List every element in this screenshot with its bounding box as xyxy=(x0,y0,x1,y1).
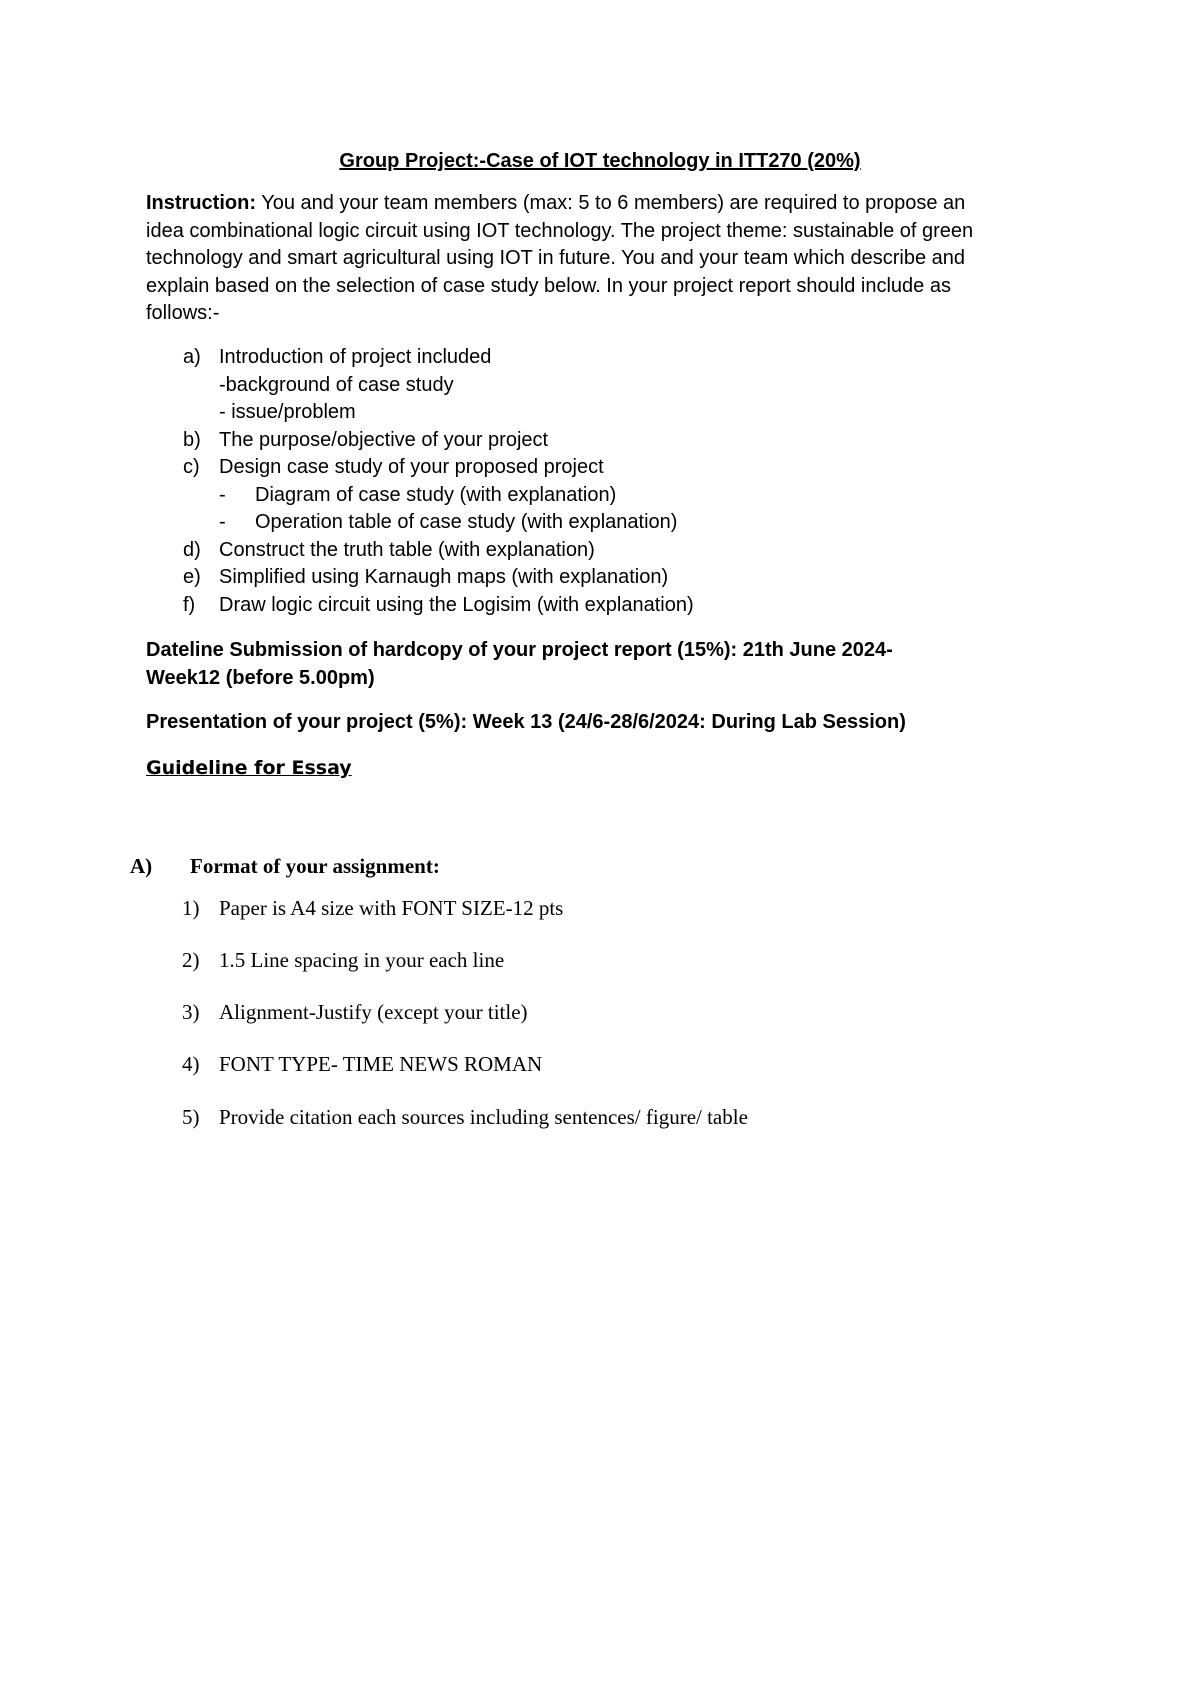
dash-marker: - xyxy=(219,483,226,506)
list-subitem xyxy=(146,372,1066,400)
list-marker: c) xyxy=(183,456,200,478)
section-letter: A) xyxy=(130,854,153,878)
section-heading-text: Format of your assignment: xyxy=(190,854,440,878)
instruction-line: explain based on the selection of case study below. In your project report should include as xyxy=(146,274,951,297)
list-item xyxy=(146,537,1066,565)
presentation-notice: Presentation of your project (5%): Week 13 (24/6-28/6/2024: During Lab Session) xyxy=(146,711,906,733)
list-marker: b) xyxy=(183,428,201,451)
report-requirements-list xyxy=(146,344,1066,619)
list-marker: 3) xyxy=(182,1000,200,1024)
list-item xyxy=(146,344,1066,372)
instruction-label: Instruction: xyxy=(146,192,256,214)
list-item xyxy=(146,592,1066,620)
list-marker: d) xyxy=(183,538,201,561)
list-item-text: Construct the truth table (with explanation) xyxy=(219,538,595,561)
deadline-line: Dateline Submission of hardcopy of your project report (15%): 21th June 2024- xyxy=(146,639,893,661)
dash-marker: - xyxy=(219,511,226,533)
list-item-text: FONT TYPE- TIME NEWS ROMAN xyxy=(219,1052,543,1076)
list-item xyxy=(146,454,1066,482)
instruction-line: follows:- xyxy=(146,302,220,324)
list-item-text: The purpose/objective of your project xyxy=(219,428,549,451)
list-item-text: Design case study of your proposed project xyxy=(219,456,604,478)
list-item-text: Simplified using Karnaugh maps (with explanation) xyxy=(219,566,669,588)
list-item-text: Diagram of case study (with explanation) xyxy=(255,483,617,506)
document-title: Group Project:-Case of IOT technology in ITT270 (20%) xyxy=(339,150,861,172)
list-item-text: 1.5 Line spacing in your each line xyxy=(219,948,505,972)
list-item xyxy=(146,427,1066,455)
list-marker: a) xyxy=(183,346,201,368)
list-item-text: Operation table of case study (with explanation) xyxy=(255,511,678,533)
list-item-text: - issue/problem xyxy=(219,401,356,423)
list-marker: 2) xyxy=(182,948,200,972)
list-subitem xyxy=(146,509,1066,537)
list-item-text: Introduction of project included xyxy=(219,346,492,368)
list-marker: e) xyxy=(183,566,201,588)
instruction-line: technology and smart agricultural using IOT in future. You and your team which describe and xyxy=(146,247,965,269)
deadline-line: Week12 (before 5.00pm) xyxy=(146,666,375,689)
list-marker: f) xyxy=(183,593,196,616)
list-subitem xyxy=(146,399,1066,427)
guideline-heading: Guideline for Essay xyxy=(146,757,352,779)
instruction-line: idea combinational logic circuit using IOT technology. The project theme: sustainable of green xyxy=(146,219,974,242)
list-item xyxy=(146,564,1066,592)
instruction-line: You and your team members (max: 5 to 6 members) are required to propose an xyxy=(256,192,966,214)
list-marker: 1) xyxy=(182,896,200,920)
instruction-paragraph xyxy=(146,190,1066,328)
list-item-text: Alignment-Justify (except your title) xyxy=(219,1000,528,1024)
list-subitem xyxy=(146,482,1066,510)
list-marker: 5) xyxy=(182,1105,200,1129)
list-item-text: Provide citation each sources including sentences/ figure/ table xyxy=(219,1105,748,1129)
list-item-text: Paper is A4 size with FONT SIZE-12 pts xyxy=(219,896,564,920)
list-item-text: Draw logic circuit using the Logisim (with explanation) xyxy=(219,593,694,616)
list-marker: 4) xyxy=(182,1052,200,1076)
list-item-text: -background of case study xyxy=(219,373,454,396)
deadline-notice xyxy=(146,637,1066,692)
